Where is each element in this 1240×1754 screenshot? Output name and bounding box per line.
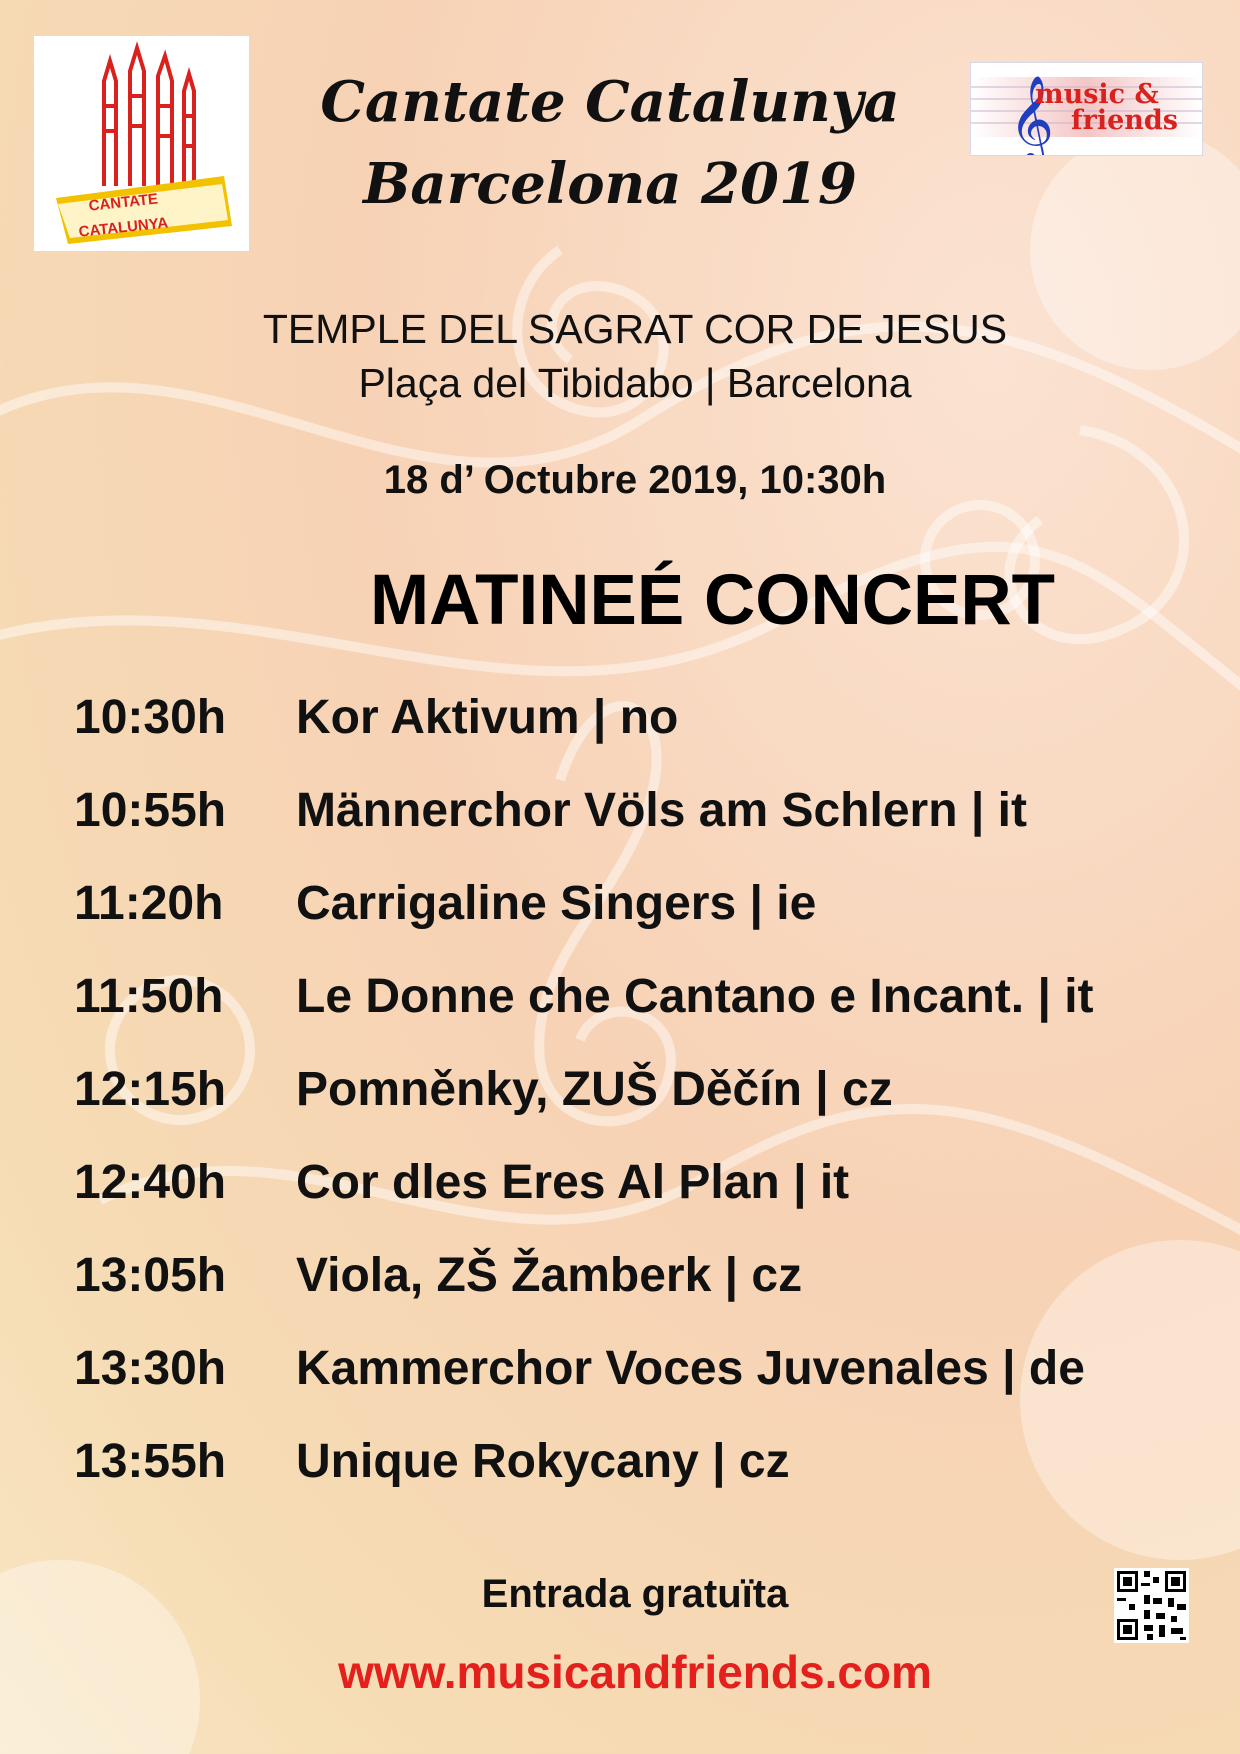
schedule-time: 11:20h [74,877,224,930]
schedule-choir: Unique Rokycany | cz [296,1435,790,1488]
schedule-time: 10:30h [74,691,227,744]
svg-text:CATALUNYA: CATALUNYA [77,214,169,241]
website-link[interactable]: www.musicandfriends.com [338,1646,932,1698]
sagrada-familia-logo-icon [34,36,249,251]
schedule-time: 13:30h [74,1342,227,1395]
page-title-line1: Cantate Catalunya [320,69,900,135]
concert-heading: MATINEÉ CONCERT [369,561,1055,640]
schedule-time: 13:05h [74,1249,227,1302]
schedule-choir: Cor dles Eres Al Plan | it [296,1156,850,1209]
schedule-time: 11:50h [74,970,224,1023]
venue-name: TEMPLE DEL SAGRAT COR DE JESUS [262,306,1008,352]
treble-clef-icon: 𝄞 [1009,74,1054,155]
svg-text:music &: music & [1035,79,1159,110]
venue-address: Plaça del Tibidabo | Barcelona [358,360,912,406]
free-entry-note: Entrada gratuïta [481,1572,789,1616]
schedule-choir: Männerchor Völs am Schlern | it [296,784,1027,837]
schedule-time: 13:55h [74,1435,227,1488]
page-title-line2: Barcelona 2019 [363,151,857,217]
schedule-time: 10:55h [74,784,227,837]
qr-code-icon[interactable] [1114,1568,1189,1643]
music-and-friends-logo [970,62,1203,156]
svg-text:CANTATE: CANTATE [87,190,159,215]
svg-text:friends: friends [1071,105,1178,136]
schedule-choir: Kor Aktivum | no [296,691,679,744]
event-date: 18 d’ Octubre 2019, 10:30h [383,458,887,502]
cantate-catalunya-logo [34,36,249,251]
schedule-choir: Carrigaline Singers | ie [296,877,817,930]
schedule-choir: Le Donne che Cantano e Incant. | it [296,970,1094,1023]
schedule-time: 12:40h [74,1156,227,1209]
music-and-friends-logo-icon [971,63,1202,155]
schedule-choir: Kammerchor Voces Juvenales | de [296,1342,1085,1395]
schedule-choir: Viola, ZŠ Žamberk | cz [296,1249,803,1302]
schedule-time: 12:15h [74,1063,227,1116]
schedule-choir: Pomněnky, ZUŠ Děčín | cz [296,1063,893,1116]
